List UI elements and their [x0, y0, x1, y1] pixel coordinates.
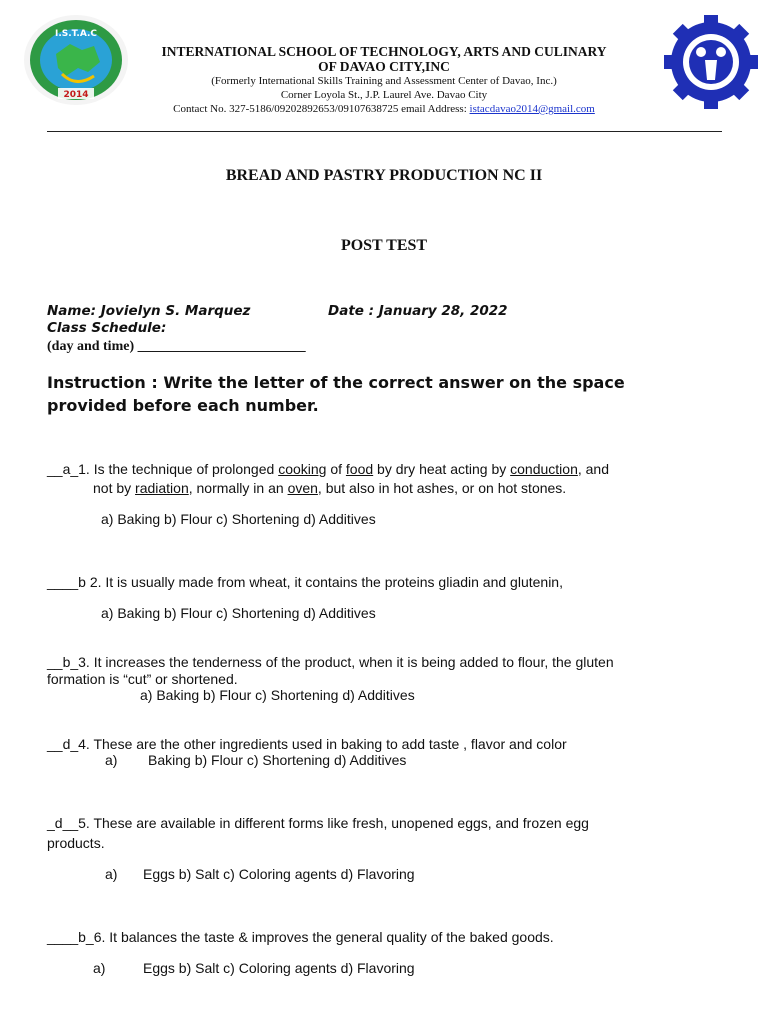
instruction-line2: provided before each number.: [47, 396, 319, 415]
question-5-stem-line2: products.: [47, 835, 105, 851]
question-6-stem: ____b_6. It balances the taste & improves the general quality of the baked goods.: [47, 929, 554, 945]
school-address: Corner Loyola St., J.P. Laurel Ave. Davao City: [280, 89, 488, 101]
school-header: [130, 44, 638, 116]
link-radiation[interactable]: radiation: [135, 480, 189, 496]
link-food[interactable]: food: [345, 461, 374, 477]
student-name: Name: Jovielyn S. Marquez: [47, 303, 251, 319]
question-4-choices: Baking b) Flour c) Shortening d) Additives: [148, 752, 407, 768]
question-5-choices: Eggs b) Salt c) Coloring agents d) Flavoring: [143, 866, 415, 882]
question-1-stem-line1: __a_1. Is the technique of prolonged cooking of food by dry heat acting by conduction, and: [47, 461, 609, 477]
question-3-choices: a) Baking b) Flour c) Shortening d) Additives: [140, 687, 415, 703]
question-2-stem: ____b 2. It is usually made from wheat, it contains the proteins gliadin and glutenin,: [47, 574, 563, 590]
school-name-line2: OF DAVAO CITY,INC: [318, 59, 450, 74]
class-schedule-label: Class Schedule:: [47, 320, 167, 336]
test-date: Date : January 28, 2022: [328, 303, 508, 319]
svg-text:I.S.T.A.C: I.S.T.A.C: [54, 29, 98, 39]
header-divider: [47, 131, 722, 132]
question-1-choices: a) Baking b) Flour c) Shortening d) Additives: [101, 511, 376, 527]
question-6-choices: Eggs b) Salt c) Coloring agents d) Flavoring: [143, 960, 415, 976]
instruction: [47, 371, 687, 417]
question-5-choice-a-marker: a): [105, 866, 118, 882]
email-link[interactable]: istacdavao2014@gmail.com: [469, 103, 595, 115]
svg-text:2014: 2014: [63, 90, 89, 100]
school-contact: [130, 102, 638, 116]
question-4-stem: __d_4. These are the other ingredients used in baking to add taste , flavor and color: [47, 736, 567, 752]
school-name-line1: INTERNATIONAL SCHOOL OF TECHNOLOGY, ARTS AND CULINARY: [161, 44, 607, 59]
document-title: BREAD AND PASTRY PRODUCTION NC II: [225, 167, 543, 184]
question-5-stem-line1: _d__5. These are available in different forms like fresh, unopened eggs, and frozen egg: [47, 815, 589, 831]
question-2-choices: a) Baking b) Flour c) Shortening d) Additives: [101, 605, 376, 621]
question-3-stem-line1: __b_3. It increases the tenderness of the product, when it is being added to flour, the gluten: [47, 654, 614, 670]
instruction-line1: Instruction : Write the letter of the correct answer on the space: [47, 373, 625, 392]
question-3-stem-line2: formation is “cut” or shortened.: [47, 671, 238, 687]
school-former-name: (Formerly International Skills Training and Assessment Center of Davao, Inc.): [211, 75, 557, 87]
day-time-field: (day and time) ________________________: [47, 339, 306, 354]
link-cooking[interactable]: cooking: [278, 461, 327, 477]
document-subtitle: POST TEST: [340, 237, 428, 254]
question-1-stem-line2: not by radiation, normally in an oven, but also in hot ashes, or on hot stones.: [93, 480, 567, 496]
tesda-gear-logo: [664, 14, 758, 110]
contact-numbers: Contact No. 327-5186/09202892653/09107638725 email Address:: [173, 103, 470, 115]
link-oven[interactable]: oven: [287, 480, 318, 496]
istac-school-logo: [22, 14, 130, 106]
question-6-choice-a-marker: a): [93, 960, 106, 976]
question-4-choice-a-marker: a): [105, 752, 118, 768]
link-conduction[interactable]: conduction: [510, 461, 578, 477]
